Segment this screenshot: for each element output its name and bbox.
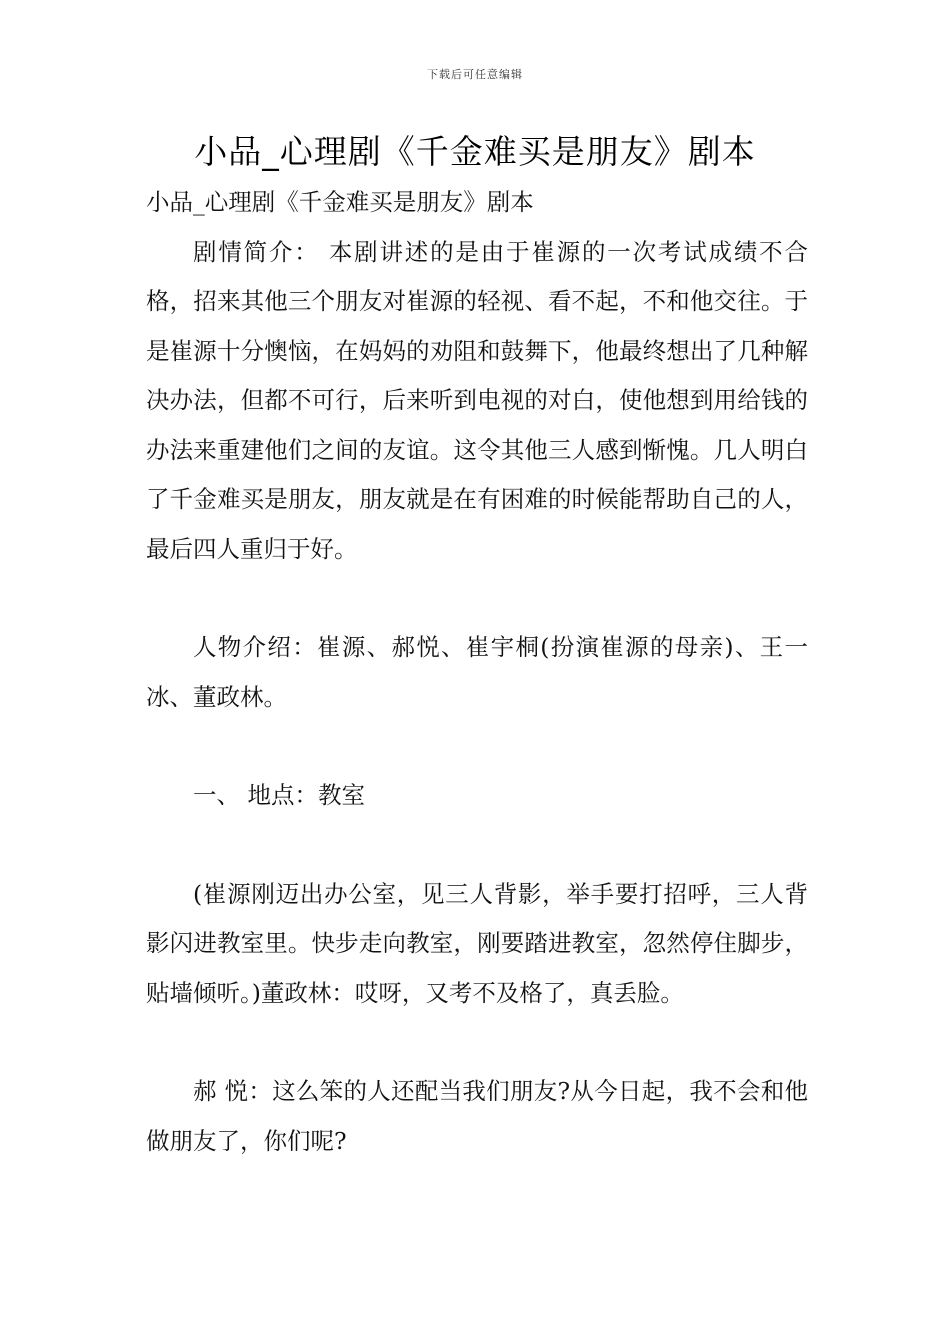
subtitle-paragraph: 小品_心理剧《千金难买是朋友》剧本: [146, 188, 534, 216]
header-note: 下载后可任意编辑: [427, 68, 523, 81]
scene-heading: 一、 地点：教室: [193, 781, 365, 809]
stage-direction-paragraph: (崔源刚迈出办公室，见三人背影，举手要打招呼，三人背影闪进教室里。快步走向教室，刚要踏进教室，忽然停住脚步，贴墙倾听。)董政林：哎呀，又考不及格了，真丢脸。: [146, 879, 808, 1007]
document-body: [146, 178, 808, 1166]
characters-paragraph: 人物介绍：崔源、郝悦、崔宇桐(扮演崔源的母亲)、王一冰、董政林。: [146, 633, 808, 711]
dialogue-line: 郝 悦：这么笨的人还配当我们朋友?从今日起，我不会和他做朋友了，你们呢?: [146, 1077, 808, 1155]
synopsis-paragraph: 剧情简介： 本剧讲述的是由于崔源的一次考试成绩不合格，招来其他三个朋友对崔源的轻视、看不起，不和他交往。于是崔源十分懊恼，在妈妈的劝阻和鼓舞下，他最终想出了几种解决办法，但都不可行，后来听到电视的对白，使他想到用给钱的办法来重建他们之间的友谊。这令其他三人感到惭愧。几人明白了千金难买是朋友，朋友就是在有困难的时候能帮助自己的人，最后四人重归于好。: [146, 237, 808, 563]
document-title: 小品_心理剧《千金难买是朋友》剧本: [194, 132, 756, 171]
